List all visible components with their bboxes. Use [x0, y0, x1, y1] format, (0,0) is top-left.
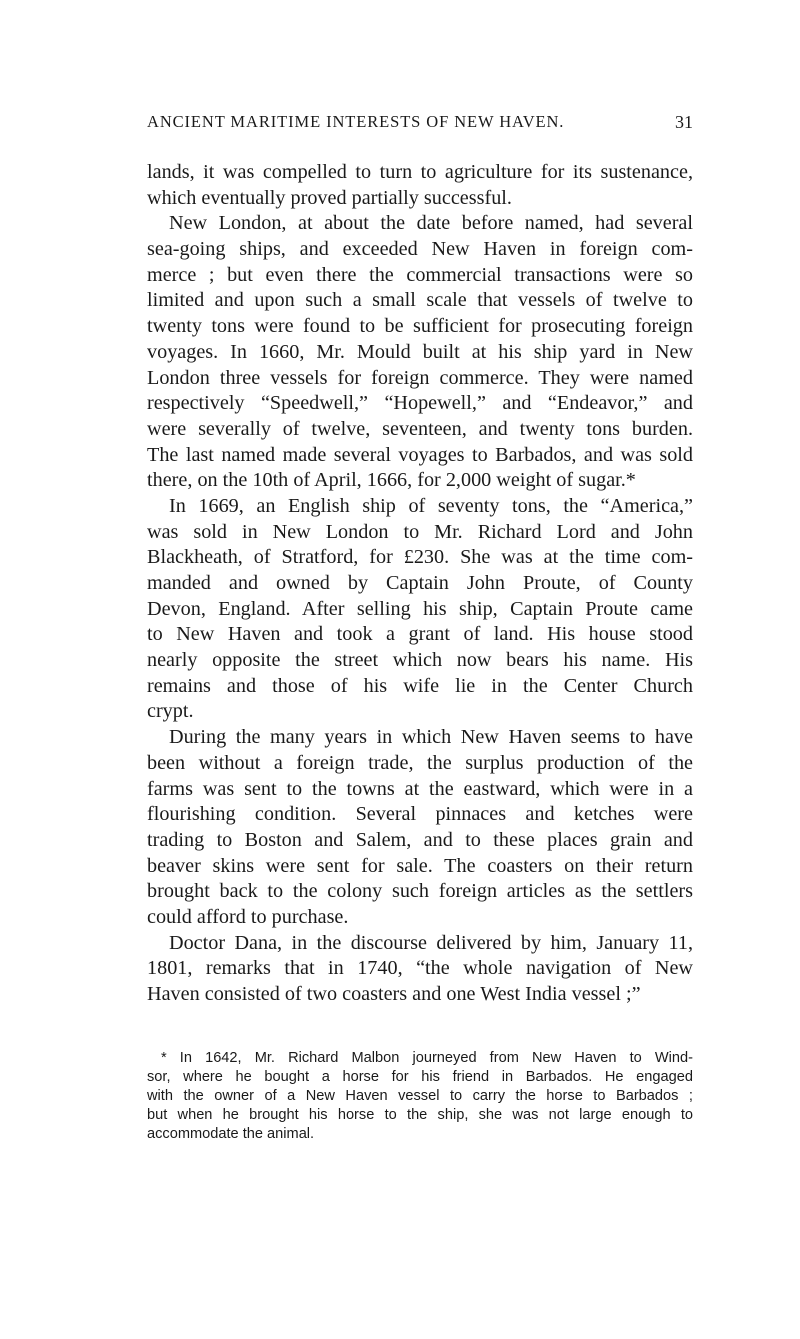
text-line: merce ; but even there the commercial transactions were so — [147, 263, 693, 286]
text-line: trading to Boston and Salem, and to these places grain and — [147, 828, 693, 851]
text-line: crypt. — [147, 700, 194, 723]
text-line: farms was sent to the towns at the eastward, which were in a — [147, 777, 693, 800]
text-line: brought back to the colony such foreign articles as the settlers — [147, 880, 693, 903]
text-line: Blackheath, of Stratford, for £230. She was at the time com- — [147, 546, 693, 569]
text-line: remains and those of his wife lie in the Center Church — [147, 674, 693, 697]
footnote-line: with the owner of a New Haven vessel to carry the horse to Barbados ; — [147, 1088, 693, 1104]
text-line: twenty tons were found to be sufficient for prosecuting foreign — [147, 315, 693, 338]
text-line: nearly opposite the street which now bears his name. His — [147, 649, 693, 672]
text-line: limited and upon such a small scale that vessels of twelve to — [147, 289, 693, 312]
text-line: was sold in New London to Mr. Richard Lord and John — [147, 520, 693, 543]
page-number: 31 — [675, 112, 693, 132]
text-line: flourishing condition. Several pinnaces and ketches were — [147, 803, 693, 826]
footnote-line: sor, where he bought a horse for his friend in Barbados. He engaged — [147, 1069, 693, 1085]
text-line: there, on the 10th of April, 1666, for 2,000 weight of sugar.* — [147, 469, 636, 492]
text-line: respectively “Speedwell,” “Hopewell,” and “Endeavor,” and — [147, 392, 693, 415]
page-header — [147, 112, 693, 138]
text-line: were severally of twelve, seventeen, and twenty tons burden. — [147, 417, 693, 440]
text-line: lands, it was compelled to turn to agriculture for its sustenance, — [147, 161, 693, 183]
text-line: Devon, England. After selling his ship, Captain Proute came — [147, 597, 693, 620]
body-text — [147, 160, 693, 1008]
text-line: to New Haven and took a grant of land. His house stood — [147, 623, 693, 646]
text-line: could afford to purchase. — [147, 905, 349, 928]
text-line: During the many years in which New Haven seems to have — [169, 726, 693, 749]
text-line: Haven consisted of two coasters and one West India vessel ;” — [147, 983, 641, 1005]
running-title: ANCIENT MARITIME INTERESTS OF NEW HAVEN. — [147, 112, 565, 131]
text-line: been without a foreign trade, the surplus production of the — [147, 751, 693, 774]
footnote-line: * In 1642, Mr. Richard Malbon journeyed from New Haven to Wind- — [161, 1050, 693, 1066]
text-line: which eventually proved partially successful. — [147, 186, 512, 209]
text-line: manded and owned by Captain John Proute, of County — [147, 572, 693, 594]
text-line: The last named made several voyages to Barbados, and was sold — [147, 443, 693, 466]
footnote — [147, 1049, 693, 1144]
text-line: 1801, remarks that in 1740, “the whole navigation of New — [147, 957, 693, 980]
text-line: voyages. In 1660, Mr. Mould built at his ship yard in New — [147, 340, 693, 363]
text-line: sea-going ships, and exceeded New Haven in foreign com- — [147, 238, 693, 261]
text-line: Doctor Dana, in the discourse delivered by him, January 11, — [169, 931, 693, 954]
footnote-line: accommodate the animal. — [147, 1126, 315, 1142]
text-line: London three vessels for foreign commerce. They were named — [147, 366, 693, 389]
footnote-line: but when he brought his horse to the ship, she was not large enough to — [147, 1107, 693, 1123]
text-line: New London, at about the date before named, had several — [169, 212, 693, 235]
text-line: beaver skins were sent for sale. The coasters on their return — [147, 854, 693, 877]
text-line: In 1669, an English ship of seventy tons, the “America,” — [169, 494, 693, 517]
